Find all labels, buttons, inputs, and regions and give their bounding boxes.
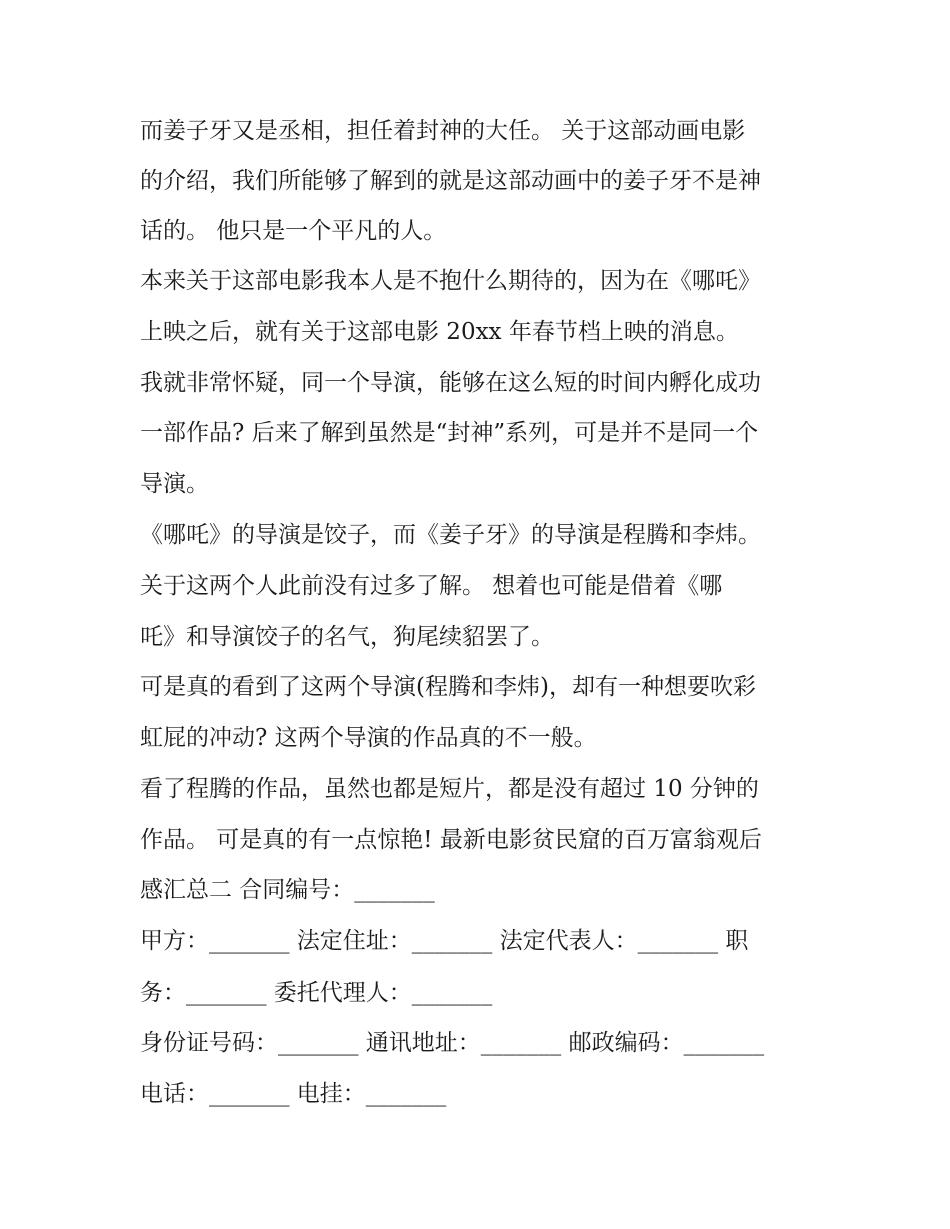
text-line: 导演。 bbox=[140, 471, 209, 497]
text-line: 作品。 可是真的有一点惊艳! 最新电影贫民窟的百万富翁观后 bbox=[140, 827, 762, 853]
text-line: 《哪吒》的导演是饺子，而《姜子牙》的导演是程腾和李炜。 bbox=[140, 522, 761, 548]
position-agent-line: 务：_______ 委托代理人：_______ bbox=[140, 980, 493, 1006]
text-line: 虹屁的冲动? 这两个导演的作品真的不一般。 bbox=[140, 725, 597, 751]
text-line: 而姜子牙又是丞相，担任着封神的大任。 关于这部动画电影 bbox=[140, 118, 746, 144]
text-line: 的介绍，我们所能够了解到的就是这部动画中的姜子牙不是神 bbox=[140, 168, 761, 194]
text-line: 一部作品? 后来了解到虽然是“封神”系列，可是并不是同一个 bbox=[140, 420, 759, 446]
text-line: 关于这两个人此前没有过多了解。 想着也可能是借着《哪 bbox=[140, 573, 723, 599]
text-line: 看了程腾的作品，虽然也都是短片，都是没有超过 10 分钟的 bbox=[140, 776, 759, 802]
text-line: 我就非常怀疑，同一个导演，能够在这么短的时间内孵化成功 bbox=[140, 370, 761, 396]
text-line: 可是真的看到了这两个导演(程腾和李炜)，却有一种想要吹彩 bbox=[140, 674, 756, 700]
contract-number-line: 感汇总二 合同编号：_______ bbox=[140, 877, 435, 903]
party-a-line: 甲方：_______ 法定住址：_______ 法定代表人：_______ 职 bbox=[140, 928, 749, 954]
id-address-line: 身份证号码：_______ 通讯地址：_______ 邮政编码：_______ bbox=[140, 1030, 765, 1056]
text-line: 吒》和导演饺子的名气，狗尾续貂罢了。 bbox=[140, 624, 554, 650]
text-line: 上映之后，就有关于这部电影 20xx 年春节档上映的消息。 bbox=[140, 319, 739, 345]
phone-line: 电话：_______ 电挂：_______ bbox=[140, 1081, 447, 1107]
text-line: 本来关于这部电影我本人是不抱什么期待的，因为在《哪吒》 bbox=[140, 268, 761, 294]
text-line: 话的。 他只是一个平凡的人。 bbox=[140, 218, 447, 244]
